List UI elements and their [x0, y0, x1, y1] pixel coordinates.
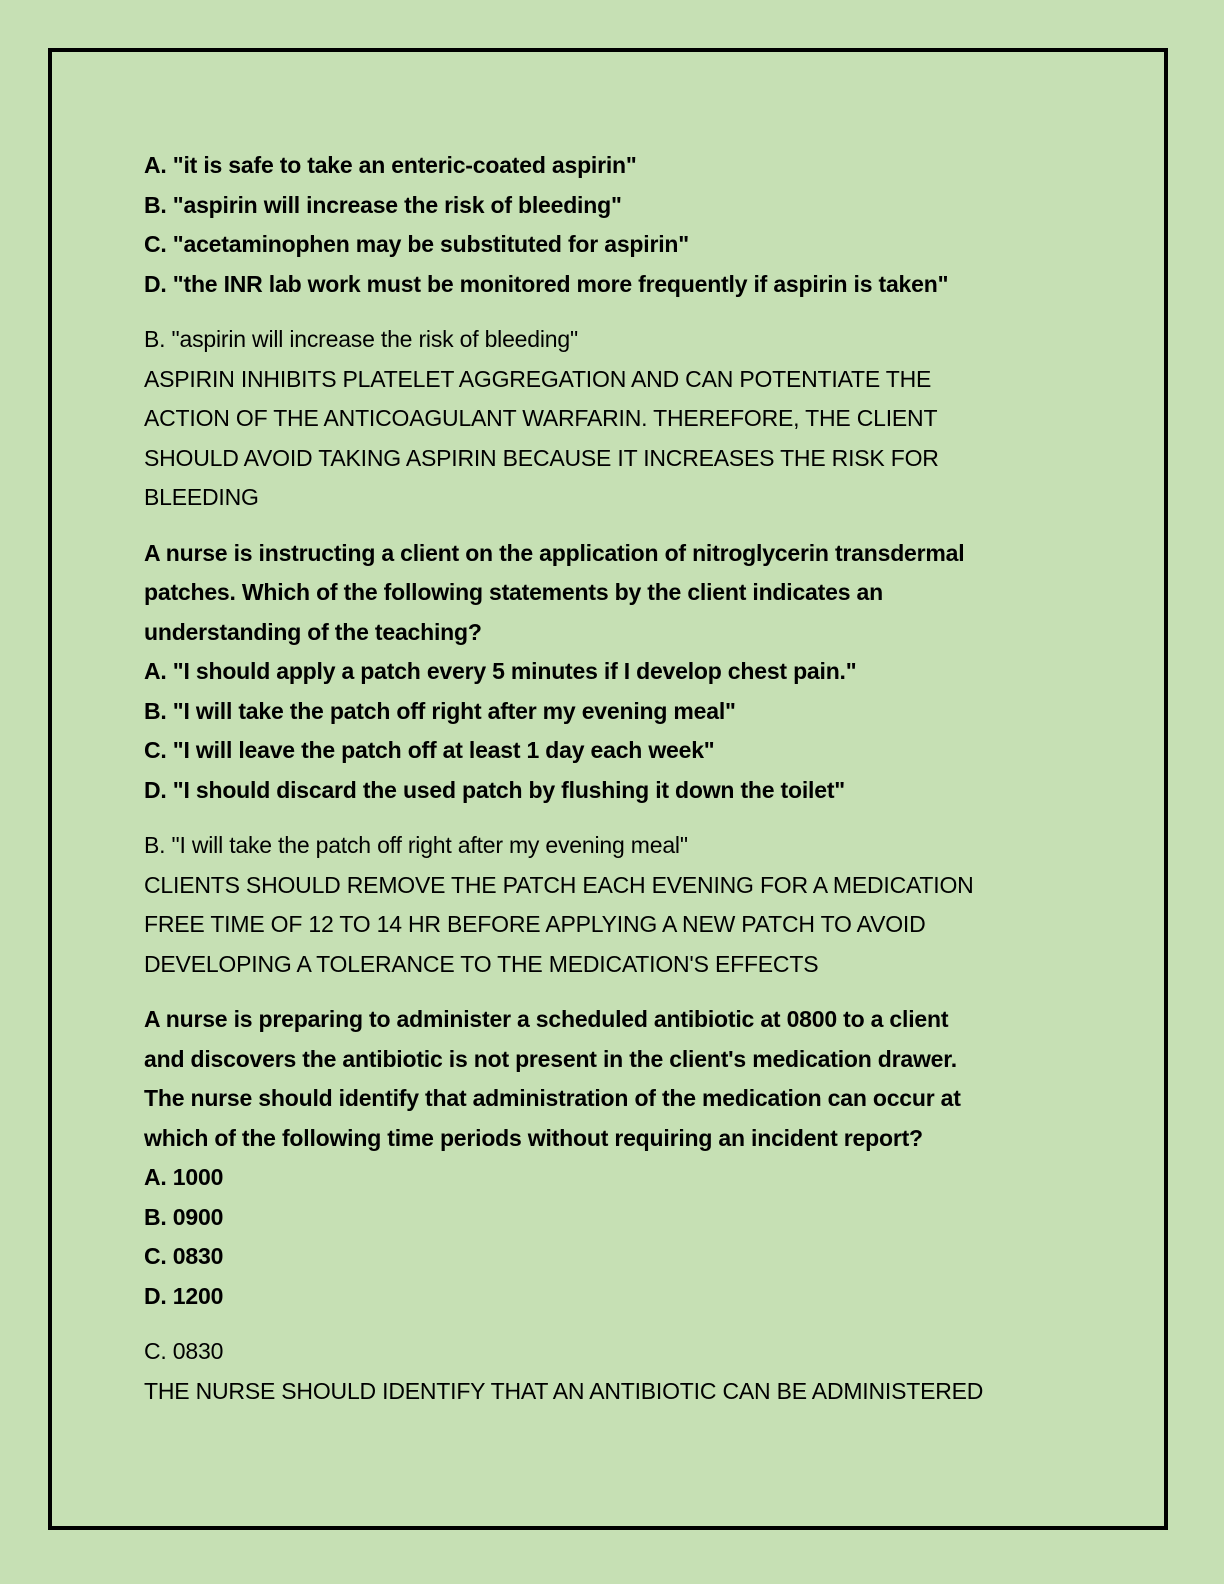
- rationale-line: ASPIRIN INHIBITS PLATELET AGGREGATION AND CAN POTENTIATE THE: [144, 365, 932, 392]
- rationale-line: CLIENTS SHOULD REMOVE THE PATCH EACH EVENING FOR A MEDICATION: [144, 871, 974, 898]
- option-c: C. "I will leave the patch off at least 1 day each week": [144, 737, 715, 763]
- answer-text: B. "aspirin will increase the risk of bleeding": [144, 326, 578, 352]
- option-a: A. "I should apply a patch every 5 minutes if I develop chest pain.": [144, 658, 857, 684]
- option-b: B. "I will take the patch off right after my evening meal": [144, 697, 736, 724]
- answer-2: [144, 826, 1084, 984]
- question-stem-line: and discovers the antibiotic is not present in the client's medication drawer.: [144, 1045, 957, 1072]
- rationale-line: DEVELOPING A TOLERANCE TO THE MEDICATION'S EFFECTS: [144, 950, 819, 977]
- rationale-line: ACTION OF THE ANTICOAGULANT WARFARIN. THEREFORE, THE CLIENT: [144, 405, 938, 431]
- question-stem-line: The nurse should identify that administration of the medication can occur at: [144, 1085, 961, 1111]
- question-stem-line: A nurse is preparing to administer a scheduled antibiotic at 0800 to a client: [144, 1006, 949, 1032]
- option-a: A. "it is safe to take an enteric-coated aspirin": [144, 152, 637, 178]
- answer-text: C. 0830: [144, 1338, 224, 1364]
- answer-3: [144, 1332, 1084, 1411]
- rationale-line: THE NURSE SHOULD IDENTIFY THAT AN ANTIBIOTIC CAN BE ADMINISTERED: [144, 1377, 984, 1404]
- rationale-line: BLEEDING: [144, 484, 259, 510]
- answer-1: [144, 320, 1084, 518]
- question-2: [144, 534, 1084, 811]
- question-1: [144, 146, 1084, 304]
- question-stem-line: A nurse is instructing a client on the application of nitroglycerin transdermal: [144, 539, 965, 566]
- question-stem-line: patches. Which of the following statements by the client indicates an: [144, 579, 883, 605]
- question-stem-line: which of the following time periods without requiring an incident report?: [144, 1124, 923, 1151]
- option-d: D. 1200: [144, 1282, 224, 1309]
- question-stem-line: understanding of the teaching?: [144, 618, 482, 645]
- option-c: C. 0830: [144, 1243, 224, 1269]
- question-3: [144, 1000, 1084, 1316]
- document-content: [144, 146, 1084, 1427]
- option-b: B. 0900: [144, 1203, 224, 1230]
- option-c: C. "acetaminophen may be substituted for aspirin": [144, 231, 689, 257]
- option-d: D. "the INR lab work must be monitored more frequently if aspirin is taken": [144, 270, 949, 297]
- answer-text: B. "I will take the patch off right after my evening meal": [144, 832, 688, 858]
- rationale-line: SHOULD AVOID TAKING ASPIRIN BECAUSE IT INCREASES THE RISK FOR: [144, 444, 939, 471]
- option-b: B. "aspirin will increase the risk of bleeding": [144, 191, 622, 218]
- rationale-line: FREE TIME OF 12 TO 14 HR BEFORE APPLYING A NEW PATCH TO AVOID: [144, 911, 926, 937]
- option-d: D. "I should discard the used patch by flushing it down the toilet": [144, 776, 845, 803]
- option-a: A. 1000: [144, 1164, 224, 1190]
